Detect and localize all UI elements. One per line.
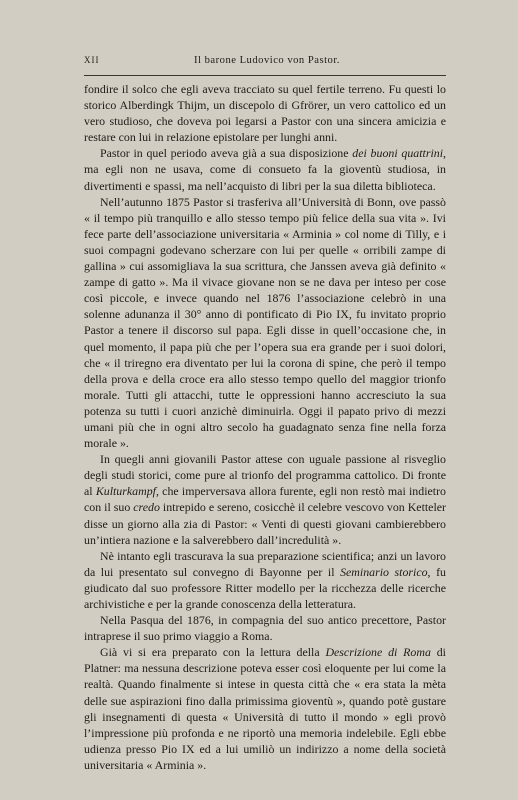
- text-run: Pastor in quel periodo aveva già a sua disposizione: [100, 146, 353, 161]
- text-run: Nella Pasqua del 1876, in compagnia del suo antico precettore, Pastor intraprese il suo primo viaggio a Roma.: [84, 613, 446, 644]
- header-rule: [84, 75, 446, 76]
- text-run: , fu giudicato dal suo professore Ritter modello per la ricchezza delle ricerche archivistiche e per la grande conoscenza della letteratura.: [84, 564, 446, 611]
- body-text: [84, 81, 446, 773]
- text-run: , che imperversava allora furente, egli non restò mai indietro con il suo: [84, 484, 446, 515]
- paragraph: [84, 451, 446, 548]
- running-title: Il barone Ludovico von Pastor.: [194, 55, 340, 66]
- paragraph: [84, 81, 446, 145]
- page-folio: XII: [84, 55, 100, 65]
- italic-text-run: Descrizione di Roma: [325, 645, 431, 660]
- paragraph: [84, 145, 446, 193]
- paragraph: [84, 612, 446, 644]
- text-run: , ma egli non ne usava, come di consueto fa la gioventù studiosa, in divertimenti e spassi, ma nell’acquisto di libri per la sua diletta biblioteca.: [84, 146, 446, 193]
- text-run: intrepido e sereno, cosicchè il celebre vescovo von Ketteler disse un giorno alla zia di Pastor: « Venti di questi giovani cambierebbero un’intiera nazione e la salverebbero dall’incredulità ».: [84, 500, 447, 547]
- paragraph: [84, 644, 446, 773]
- italic-text-run: Kulturkampf: [95, 484, 156, 499]
- text-run: Nè intanto egli trascurava la sua preparazione scientifica; anzi un lavoro da lui presentato sul convegno di Bayonne per il: [84, 548, 446, 579]
- running-header: [84, 55, 446, 71]
- italic-text-run: credo: [133, 500, 160, 515]
- text-run: Nell’autunno 1875 Pastor si trasferiva all’Università di Bonn, ove passò « il tempo più tranquillo e allo stesso tempo più felice della sua vita ». Ivi fece parte dell’associazione universitaria « Arminia » col nome di Tilly, e i suoi compagni godevano scherzare con lui per quelle « orribili zampe di gallina » cui assomigliava la sua scrittura, che Janssen aveva già definito « zampe di gatto ». Ma il vivace giovane non se ne dava per inteso per cose così piccole, e invece quando nel 1876 l’associazione celebrò in una solenne adunanza il 30° anno di pontificato di Pio IX, fu invitato proprio Pastor a tenere il discorso sul papa. Egli disse in quell’occasione che, in quel momento, il papa più che per l’opera sua era grande per i suoi dolori, che « il triregno era diventato per lui la corona di spine, che però il tempo della prova e della croce era allo stesso tempo quello del maggior trionfo morale. Tutti gli attacchi, tutte le oppressioni hanno accresciuto la sua potenza su tutti i cuori anzichè diminuirla. Oggi il papato privo di mezzi umani più che in ogni altro secolo ha guadagnato senza fine nella forza morale ».: [84, 194, 446, 451]
- italic-text-run: Seminario storico: [340, 564, 428, 579]
- paragraph: [84, 548, 446, 612]
- italic-text-run: dei buoni quattrini: [352, 146, 444, 161]
- paragraph: [84, 194, 446, 452]
- text-run: Già vi si era preparato con la lettura della: [100, 645, 326, 660]
- text-run: In quegli anni giovanili Pastor attese con uguale passione al risveglio degli studi storici, come pure al trionfo del programma cattolico. Di fronte al: [84, 452, 446, 499]
- text-run: fondire il solco che egli aveva tracciato su quel fertile terreno. Fu questi lo storico Alberdingk Thijm, un discepolo di Gfrörer, un vero cattolico ed un vero studioso, che doveva poi legarsi a Pastor con una sincera amicizia e restare con lui in relazione epistolare per lunghi anni.: [84, 82, 446, 145]
- text-run: di Platner: ma nessuna descrizione poteva esser così eloquente per lui come la realtà. Quando finalmente si intese in questa città che « era stata la mèta delle sue aspirazioni fino dalla primissima gioventù », quando potè gustare gli insegnamenti di questa « Università di tutto il mondo » egli provò l’impressione più profonda e ne riportò una memoria indelebile. Egli ebbe udienza presso Pio IX ed a lui umiliò un indirizzo a nome della società universitaria « Arminia ».: [84, 645, 446, 772]
